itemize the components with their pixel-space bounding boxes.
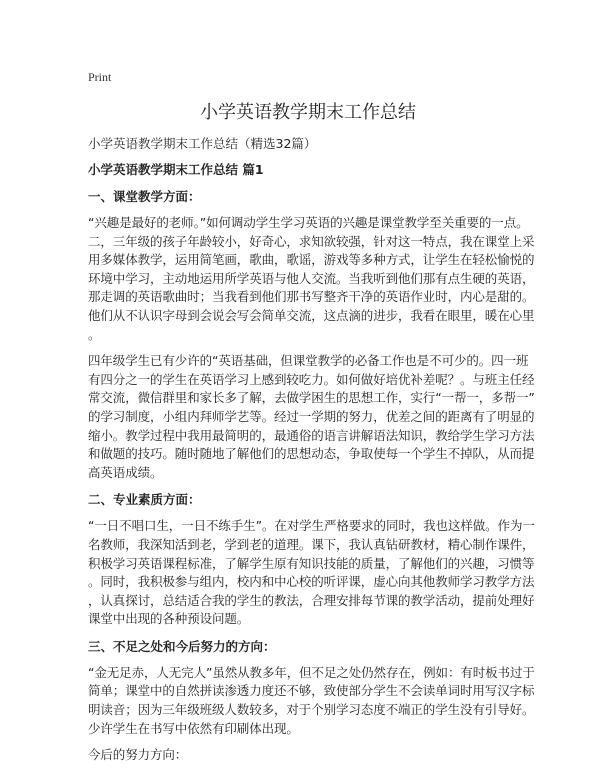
paragraph-line: 缩小。教学过程中我用最简明的，最通俗的语言讲解语法知识，教给学生学习方法 — [88, 427, 535, 443]
paragraph-line: 名教师，我深知活到老，学到老的道理。课下，我认真钻研教材，精心制作课件， — [88, 536, 535, 552]
paragraph-line: 那走调的英语歌曲时；当我看到他们那书写整齐干净的英语作业时，内心是甜的。 — [88, 289, 535, 305]
document-title: 小学英语教学期末工作总结 — [200, 102, 416, 123]
paragraph-line: 积极学习英语课程标准，了解学生原有知识技能的质量，了解他们的兴趣，习惯等 — [88, 555, 535, 571]
paragraph-line: “兴趣是最好的老师。”如何调动学生学习英语的兴趣是课堂教学至关重要的一点。 — [88, 215, 529, 230]
paragraph-line: 明读音；因为三年级班级人数较多，对于个别学习态度不端正的学生没有引导好。 — [88, 702, 535, 718]
paragraph-line: 四年级学生已有少许的“英语基础，但课堂教学的必备工作也是不可少的。四一班 — [88, 353, 529, 369]
paragraph-line: ，认真探讨，总结适合我的学生的教法，合理安排每节课的教学活动，提前处理好 — [88, 592, 535, 608]
section-heading: 三、不足之处和今后努力的方向： — [88, 638, 276, 654]
paragraph — [88, 746, 528, 765]
paragraph-line: 。同时，我积极参与组内，校内和中心校的听评课，虚心向其他教师学习教学方法 — [88, 574, 535, 590]
paragraph-line: 简单；课堂中的自然拼读渗透力度还不够，致使部分学生不会读单词时用写汉字标 — [88, 683, 535, 699]
paragraph — [88, 517, 535, 629]
paragraph — [88, 214, 535, 344]
document-subtitle: 小学英语教学期末工作总结（精选32篇） — [88, 136, 317, 151]
paragraph-line: “一日不唱口生，一日不练手生”。在对学生严格要求的同时，我也这样做。作为一 — [88, 518, 535, 534]
paragraph-line: 的学习制度，小组内拜师学艺等。经过一学期的努力，优差之间的距离有了明显的 — [88, 408, 535, 424]
paragraph — [88, 352, 535, 482]
paragraph-line: “金无足赤，人无完人”虽然从教多年，但不足之处仍然存在，例如：有时板书过于 — [88, 664, 535, 680]
paragraph-line: 有四分之一的学生在英语学习上感到较吃力。如何做好培优补差呢？。与班主任经 — [88, 371, 535, 387]
paragraph-line: 他们从不认识字母到会说会写会简单交流，这点滴的进步，我看在眼里，暖在心里 — [88, 307, 535, 323]
document — [88, 70, 535, 765]
paragraph-line: 高英语成绩。 — [88, 464, 163, 480]
paragraph-line: 。 — [88, 326, 101, 342]
paragraph-line: 常交流，微信群里和家长多了解，去做学困生的思想工作，实行“一帮一，多帮一” — [88, 390, 535, 406]
article-heading: 小学英语教学期末工作总结 篇1 — [88, 162, 264, 177]
paragraph-line: 课堂中出现的各种预设问题。 — [88, 611, 250, 627]
paragraph-line: 今后的努力方向： — [88, 747, 188, 763]
print-label: Print — [88, 70, 112, 84]
paragraph — [88, 664, 535, 738]
paragraph-line: 二，三年级的孩子年龄较小，好奇心，求知欲较强，针对这一特点，我在课堂上采 — [88, 233, 535, 249]
section-heading: 二、专业素质方面： — [88, 492, 201, 508]
paragraph-line: 用多媒体教学，运用简笔画，歌曲，歌谣，游戏等多种方式，让学生在轻松愉悦的 — [88, 252, 535, 268]
paragraph-line: 和做题的技巧。随时随地了解他们的思想动态，争取使每一个学生不掉队，从而提 — [88, 446, 535, 462]
paragraph-line: 少许学生在书写中依然有印刷体出现。 — [88, 720, 299, 736]
section-heading: 一、课堂教学方面： — [88, 189, 201, 204]
paragraph-line: 环境中学习，主动地运用所学英语与他人交流。当我听到他们那有点生硬的英语， — [88, 270, 535, 286]
sections — [88, 188, 535, 765]
